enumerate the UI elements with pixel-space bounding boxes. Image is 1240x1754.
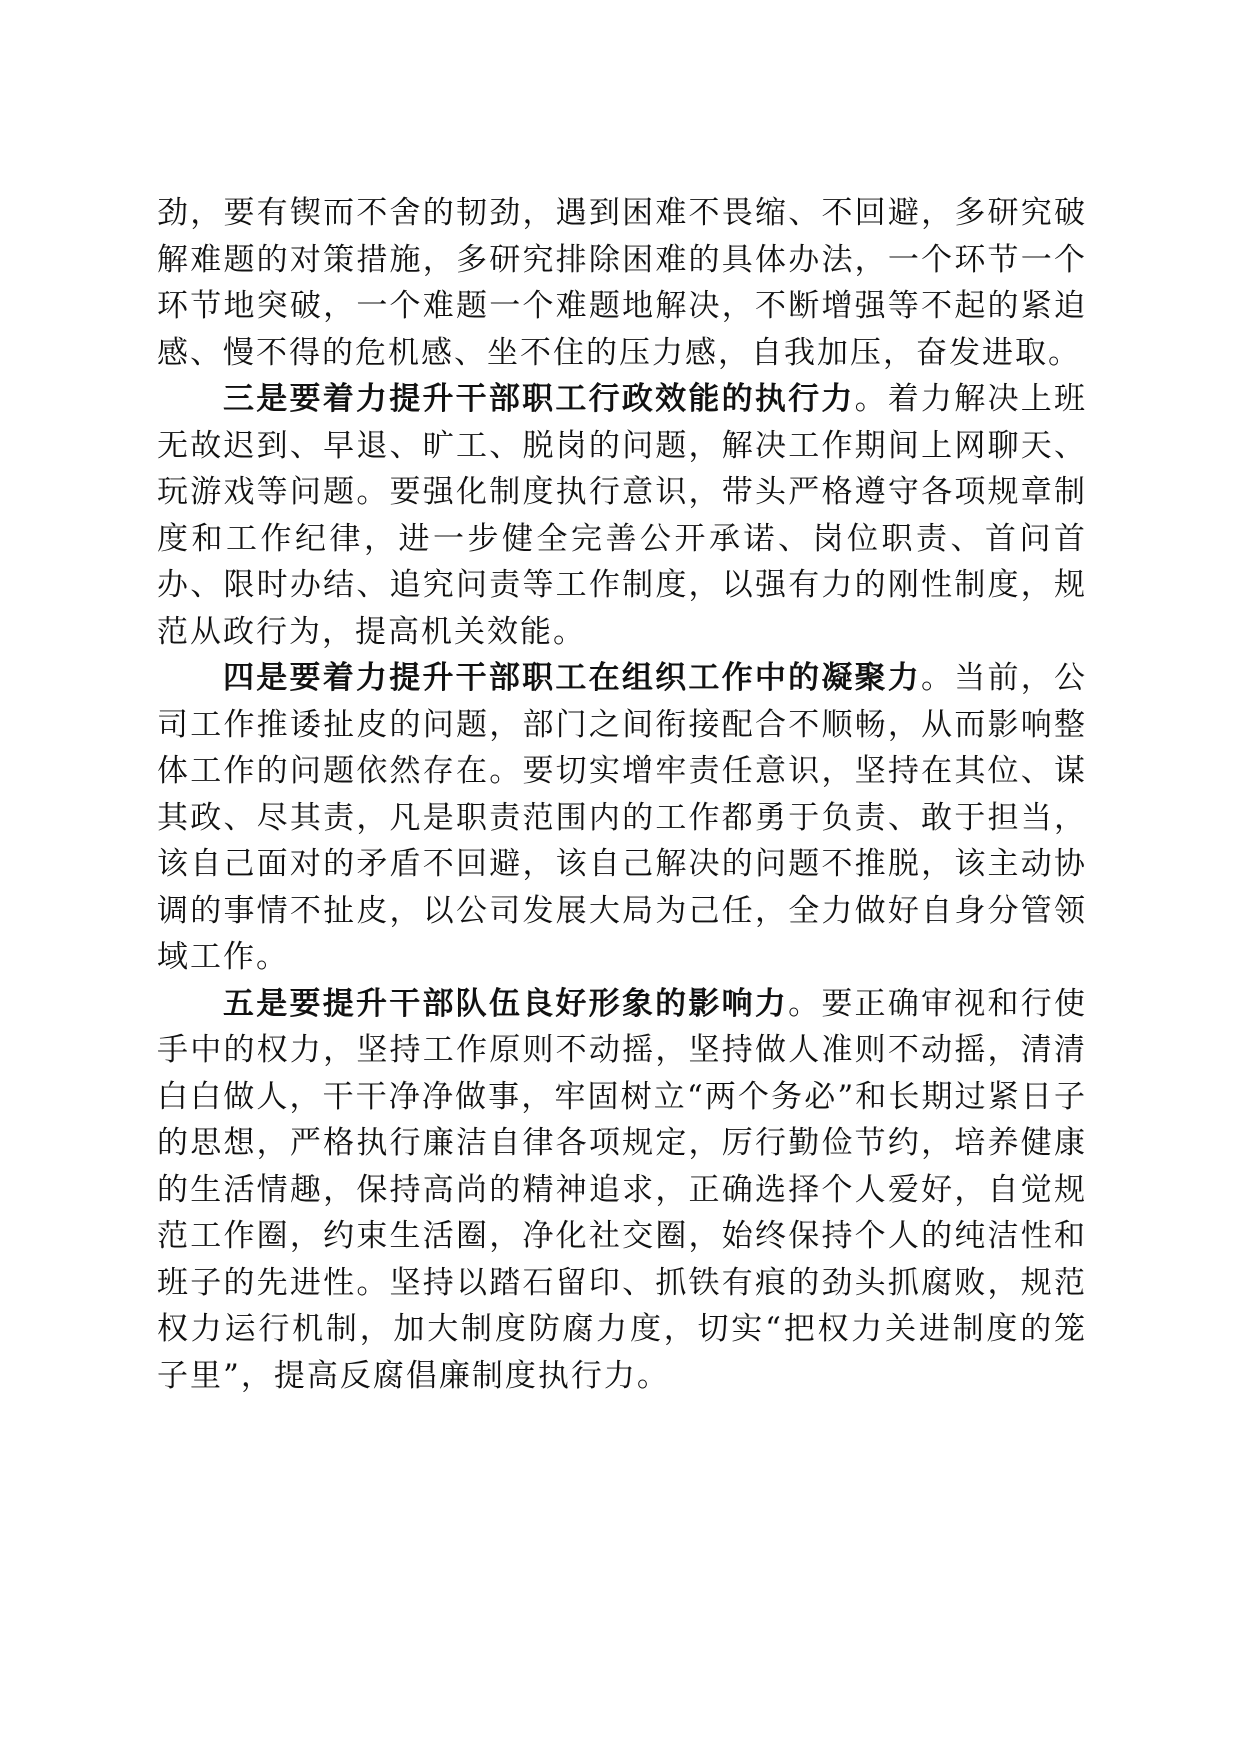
paragraph-point-four	[157, 655, 1087, 981]
paragraph-text: 。要正确审视和行使手中的权力，坚持工作原则不动摇，坚持做人准则不动摇，清清白白做人，干干净净做事，牢固树立“两个务必”和长期过紧日子的思想，严格执行廉洁自律各项规定，厉行勤俭节约，培养健康的生活情趣，保持高尚的精神追求，正确选择个人爱好，自觉规范工作圈，约束生活圈，净化社交圈，始终保持个人的纯洁性和班子的先进性。坚持以踏石留印、抓铁有痕的劲头抓腐败，规范权力运行机制，加大制度防腐力度，切实“把权力关进制度的笼子里”，提高反腐倡廉制度执行力。	[157, 985, 1087, 1394]
paragraph-text: 劲，要有锲而不舍的韧劲，遇到困难不畏缩、不回避，多研究破解难题的对策措施，多研究排除困难的具体办法，一个环节一个环节地突破，一个难题一个难题地解决，不断增强等不起的紧迫感、慢不得的危机感、坐不住的压力感，自我加压，奋发进取。	[157, 195, 1087, 371]
paragraph-heading: 四是要着力提升干部职工在组织工作中的凝聚力	[223, 660, 922, 696]
paragraph-text: 。着力解决上班无故迟到、早退、旷工、脱岗的问题，解决工作期间上网聊天、玩游戏等问题。要强化制度执行意识，带头严格遵守各项规章制度和工作纪律，进一步健全完善公开承诺、岗位职责、首问首办、限时办结、追究问责等工作制度，以强有力的刚性制度，规范从政行为，提高机关效能。	[157, 381, 1088, 650]
paragraph-heading: 五是要提升干部队伍良好形象的影响力	[223, 985, 789, 1022]
document-body	[157, 190, 1087, 1399]
paragraph-point-three	[157, 376, 1087, 655]
paragraph-text: 。当前，公司工作推诿扯皮的问题，部门之间衔接配合不顺畅，从而影响整体工作的问题依然存在。要切实增牢责任意识，坚持在其位、谋其政、尽其责，凡是职责范围内的工作都勇于负责、敢于担当，该自己面对的矛盾不回避，该自己解决的问题不推脱，该主动协调的事情不扯皮，以公司发展大局为己任，全力做好自身分管领域工作。	[157, 660, 1088, 975]
paragraph-continuation	[157, 190, 1087, 376]
paragraph-heading: 三是要着力提升干部职工行政效能的执行力	[223, 381, 855, 417]
paragraph-point-five	[157, 981, 1087, 1400]
